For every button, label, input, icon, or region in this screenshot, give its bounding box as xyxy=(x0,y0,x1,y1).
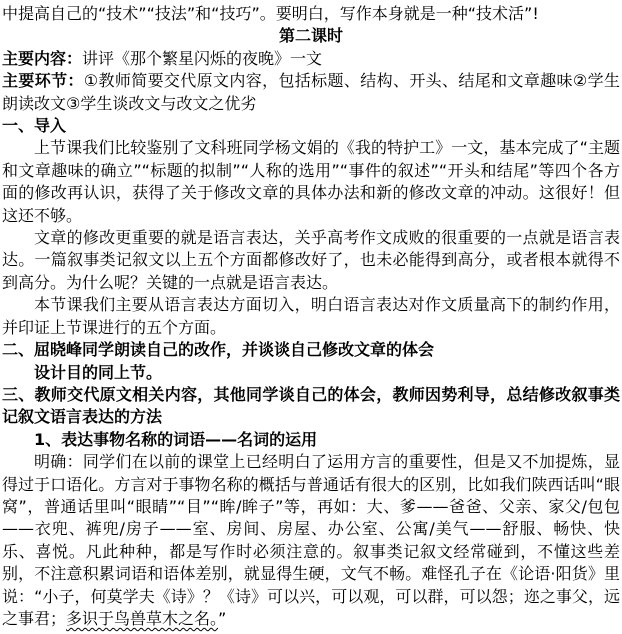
section-3-heading: 三、教师交代原文相关内容，其他同学谈自己的体会，教师因势利导，总结修改叙事类记叙文语言表达的方法 xyxy=(2,384,620,427)
section-1-heading: 一、导入 xyxy=(2,116,67,136)
lesson-title: 第二课时 xyxy=(278,26,343,46)
main-content-text: 讲评《那个繁星闪烁的夜晚》一文 xyxy=(82,48,323,68)
wavy-underlined-quote: 多识于鸟兽草木之名。 xyxy=(66,608,219,628)
main-steps-text: ①教师简要交代原文内容，包括标题、结构、开头、结尾和文章趣味②学生朗读改文③学生谈改文与改文之优劣 xyxy=(2,71,620,113)
section-1-paragraph-3: 本节课我们主要从语言表达方面切入，明白语言表达对作文质量高下的制约作用，并印证上节课进行的五个方面。 xyxy=(2,295,620,337)
section-1-paragraph-2: 文章的修改更重要的就是语言表达，关乎高考作文成败的很重要的一点就是语言表达。一篇叙事类记叙文以上五个方面都修改好了，也未必能得到高分，或者根本就得不到高分。为什么呢？关键的一点就是语言表达。 xyxy=(2,228,620,292)
main-steps-row xyxy=(2,70,620,115)
main-content-label: 主要内容： xyxy=(2,48,83,68)
main-content-row xyxy=(2,48,620,70)
section-3-nouns-paragraph xyxy=(2,451,620,630)
section-2-heading: 二、屈晓峰同学朗读自己的改作，并谈谈自己修改文章的体会 xyxy=(2,340,435,360)
section-1-paragraph-1: 上节课我们比较鉴别了文科班同学杨文娟的《我的特护工》一文，基本完成了“主题和文章趣味的确立”“标题的拟制”“人称的选用”“事件的叙述”“开头和结尾”等四个各方面的修改再认识，获得了关于修改文章的具体办法和新的修改文章的冲动。这很好！但这还不够。 xyxy=(2,138,620,225)
intro-continuation-line: 中提高自己的“技术”“技法”和“技巧”。要明白，写作本身就是一种“技术活”! xyxy=(2,4,539,23)
nouns-paragraph-text: 明确：同学们在以前的课堂上已经明白了运用方言的重要性，但是又不加提炼，显得过于口语化。方言对于事物名称的概括与普通话有很大的区别，比如我们陕西话叫“眼窝”，普通话里叫“眼睛”“目”“眸/眸子”等，再如：大、爹——爸爸、父亲、家父/包包——衣兜、裤兜/房子——室、房间、房屋、办公室、公寓/美气——舒服、畅快、快乐、喜悦。凡此种种，都是写作时必须注意的。叙事类记叙文经常碰到，不懂这些差别，不注意积累词语和语体差别，就显得生硬，文气不畅。难怪孔子在《论语·阳货》里说：“小子，何莫学夫《诗》？《诗》可以兴，可以观，可以群，可以怨；迩之事父，远之事君； xyxy=(2,452,620,628)
section-3-sub-heading-nouns: 1、表达事物名称的词语——名词的运用 xyxy=(34,429,318,449)
section-2-design-note: 设计目的同上节。 xyxy=(34,362,163,382)
main-steps-label: 主要环节： xyxy=(2,71,84,91)
closing-quote-mark: ” xyxy=(218,608,227,628)
